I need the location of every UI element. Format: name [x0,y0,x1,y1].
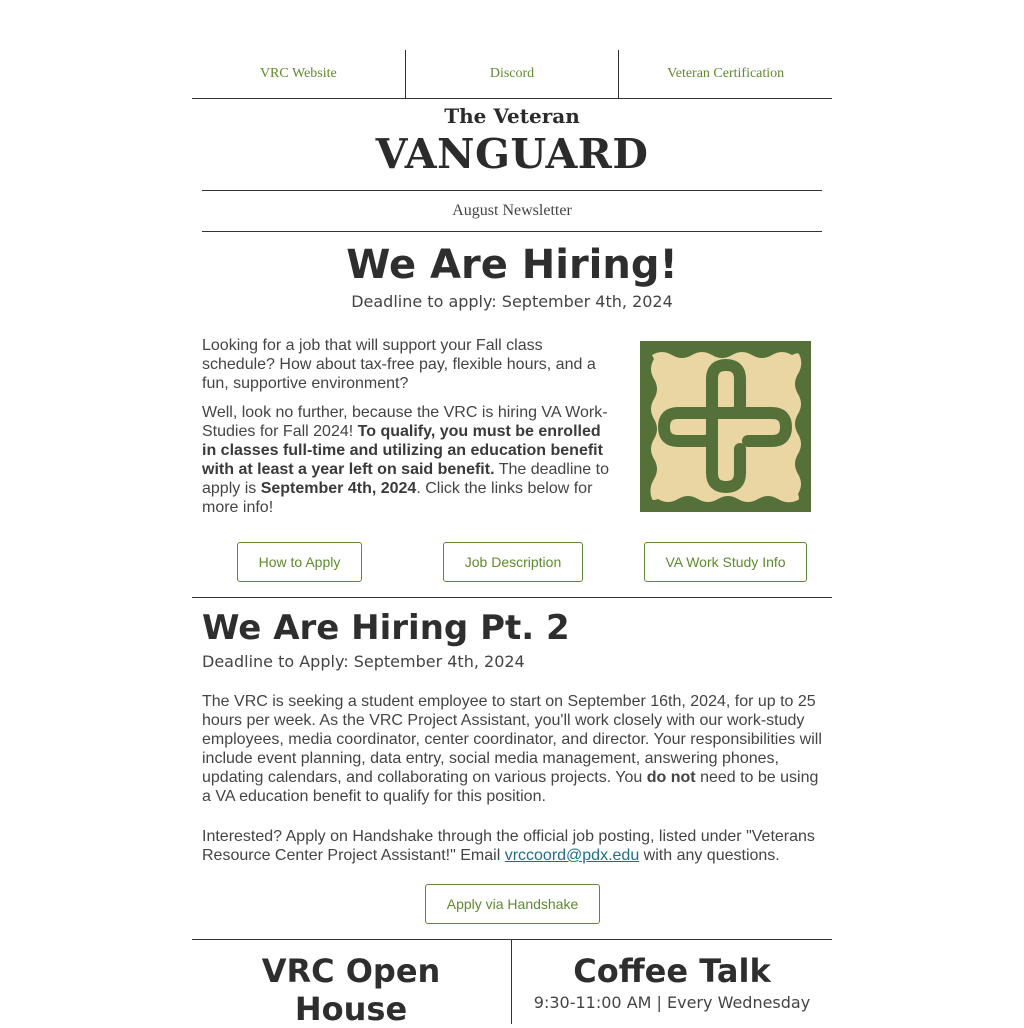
section1-p2-text: Well, look no further, because the VRC is hiring VA Work-Studies for Fall 2024! [202,404,608,440]
apply-via-handshake-button[interactable]: Apply via Handshake [425,884,600,924]
job-description-button[interactable]: Job Description [443,542,583,582]
masthead-divider-top [202,190,822,191]
email-link[interactable]: vrccoord@pdx.edu [504,847,640,864]
section2-p1-bold: do not [646,769,696,786]
section1-p2-text-mid: The deadline to apply is [202,461,609,497]
section1-title: We Are Hiring! [346,242,678,288]
section1-p2-text-end: . Click the links below for more info! [202,480,593,516]
section2-p1-text: The VRC is seeking a student employee to start on September 16th, 2024, for up to 25 hours per week. As the VRC Project Assistant, you'll work closely with our work-study employees, media coordinator, center coordinator, and director. Your responsibilities will include event planning, data entry, social media management, answering phones, updating calendars, and collaborating on various projects. You [202,693,822,786]
masthead-kicker: The Veteran [444,104,580,128]
psu-logo-icon [640,341,811,512]
section1-p2-date: September 4th, 2024 [260,480,417,497]
section2-p1-text-end: need to be using a VA education benefit to qualify for this position. [202,769,819,805]
section-divider [192,597,832,598]
how-to-apply-button[interactable]: How to Apply [237,542,362,582]
section2-deadline: Deadline to Apply: September 4th, 2024 [202,652,525,671]
issue-label: August Newsletter [452,202,572,219]
open-house-title: VRC Open House [261,952,441,1028]
newsletter [192,0,832,1028]
section1-deadline: Deadline to apply: September 4th, 2024 [351,292,673,311]
section2-paragraph-2 [202,827,822,865]
section1-p2-bold: To qualify, you must be enrolled in classes full-time and utilizing an education benefit with at least a year left on said benefit. [202,423,603,478]
section2-title: We Are Hiring Pt. 2 [202,608,570,648]
section1-paragraph-1: Looking for a job that will support your Fall class schedule? How about tax-free pay, flexible hours, and a fun, supportive environment? [202,337,596,392]
masthead-title: VANGUARD [375,130,649,178]
coffee-talk-title: Coffee Talk [573,952,771,990]
section1-paragraph-2 [202,403,616,517]
psu-logo-graphic [640,341,811,512]
top-nav [192,50,832,99]
nav-veteran-certification[interactable]: Veteran Certification [618,50,832,98]
masthead-divider-bottom [202,231,822,232]
columns-divider [192,939,832,940]
section2-p2-text-end: with any questions. [639,847,780,864]
nav-vrc-website[interactable]: VRC Website [259,66,337,81]
nav-discord[interactable]: Discord [405,50,619,98]
coffee-talk-schedule: 9:30-11:00 AM | Every Wednesday [533,993,811,1012]
section2-paragraph-1 [202,692,822,806]
section2-p2-text: Interested? Apply on Handshake through the official job posting, listed under "Veterans Resource Center Project Assistant!" Email [202,828,815,864]
va-work-study-info-button[interactable]: VA Work Study Info [644,542,807,582]
